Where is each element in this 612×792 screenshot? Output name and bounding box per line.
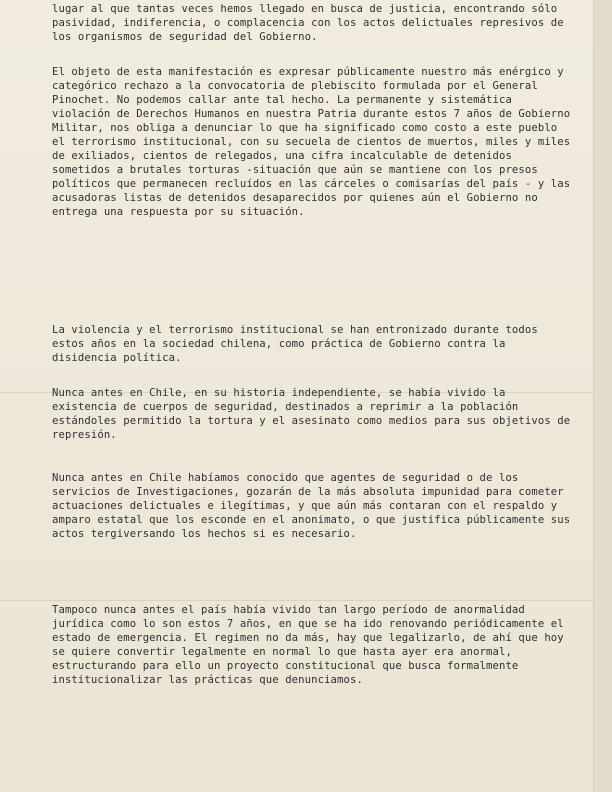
- paragraph-impunity: Nunca antes en Chile habíamos conocido que agentes de seguridad o de los servicios de Investigaciones, gozarán de la más absoluta impunidad para cometer actuaciones delictuales e ilegítimas, y que aún más contaran con el respaldo y amparo estatal que los esconde en el anonimato, o que justifica públicamente sus actos tergiversando los hechos si es necesario.: [52, 472, 571, 540]
- page-edge: [594, 0, 612, 792]
- paragraph-legal-abnormality: Tampoco nunca antes el país había vivido tan largo período de anormalidad jurídica como lo son estos 7 años, en que se ha ido renovando periódicamente el estado de emergencia. El regimen no da más, hay que legalizarlo, de ahí que hoy se quiere convertir legalmente en normal lo que hasta ayer era anormal, estructurando para ello un proyecto constitucional que busca formalmente institucionalizar las prácticas que denunciamos.: [52, 604, 564, 686]
- paper-fold-line: [0, 600, 594, 601]
- paragraph-institutional-violence: La violencia y el terrorismo institucional se han entronizado durante todos estos años en la sociedad chilena, como práctica de Gobierno contra la disidencia política.: [52, 324, 538, 364]
- paragraph-security-forces: Nunca antes en Chile, en su historia independiente, se había vivido la existencia de cuerpos de seguridad, destinados a reprimir a la población estándoles permitido la tortura y el asesinato como medios para sus objetivos de represión.: [52, 387, 571, 441]
- paragraph-continuation: lugar al que tantas veces hemos llegado en busca de justicia, encontrando sólo pasividad, indiferencia, o complacencia con los actos delictuales represivos de los organismos de seguridad del Gobierno.: [52, 3, 564, 43]
- paragraph-plebiscite-rejection: El objeto de esta manifestación es expresar públicamente nuestro más enérgico y categórico rechazo a la convocatoria de plebiscito formulada por el General Pinochet. No podemos callar ante tal hecho. La permanente y sistemática violación de Derechos Humanos en nuestra Patria durante estos 7 años de Gobierno Militar, nos obliga a denunciar lo que ha significado como costo a este pueblo el terrorismo institucional, con su secuela de cientos de muertos, miles y miles de exiliados, cientos de relegados, una cifra incalculable de detenidos sometidos a brutales torturas -situación que aún se mantiene con los presos políticos que permanecen recluídos en las cárceles o comisarías del país - y las acusadoras listas de detenidos desaparecidos por quienes aún el Gobierno no entrega una respuesta por su situación.: [52, 66, 571, 218]
